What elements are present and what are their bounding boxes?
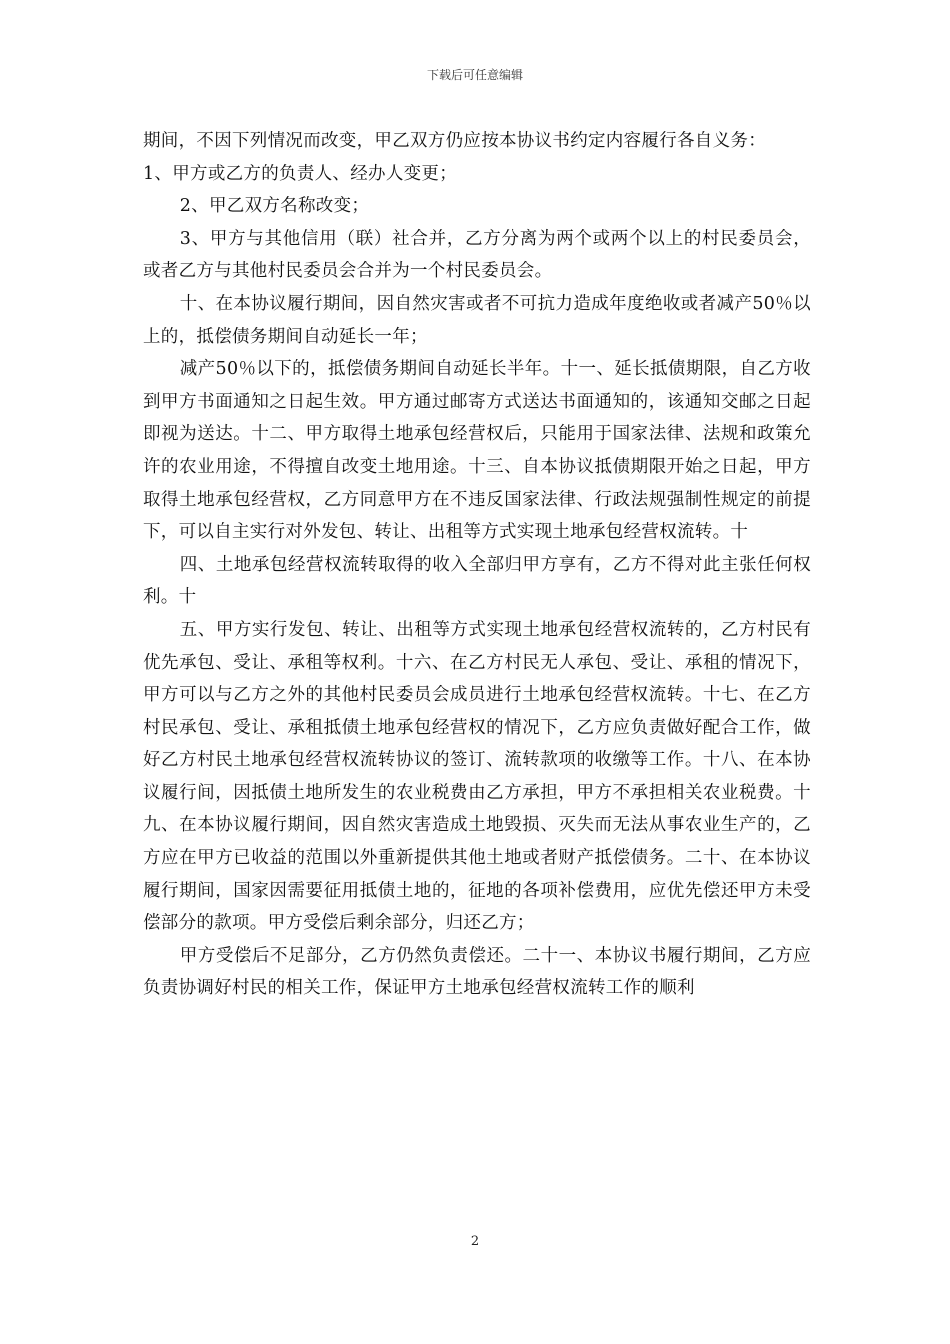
page-header-note: 下载后可任意编辑 <box>426 68 523 82</box>
page-number: 2 <box>470 1234 480 1249</box>
paragraph: 四、土地承包经营权流转取得的收入全部归甲方享有，乙方不得对此主张任何权利。十 <box>143 554 811 608</box>
paragraph: 期间，不因下列情况而改变，甲乙双方仍应按本协议书约定内容履行各自义务： <box>143 131 766 151</box>
paragraph: 甲方受偿后不足部分，乙方仍然负责偿还。二十一、本协议书履行期间，乙方应负责协调好村民的相关工作，保证甲方土地承包经营权流转工作的顺利 <box>143 945 811 999</box>
paragraph: 3、甲方与其他信用（联）社合并，乙方分离为两个或两个以上的村民委员会，或者乙方与其他村民委员会合并为一个村民委员会。 <box>143 228 811 282</box>
paragraph: 十、在本协议履行期间，因自然灾害或者不可抗力造成年度绝收或者减产50％以上的，抵偿债务期间自动延长一年； <box>143 293 811 347</box>
paragraph: 五、甲方实行发包、转让、出租等方式实现土地承包经营权流转的，乙方村民有优先承包、受让、承租等权利。十六、在乙方村民无人承包、受让、承租的情况下，甲方可以与乙方之外的其他村民委员会成员进行土地承包经营权流转。十七、在乙方村民承包、受让、承租抵债土地承包经营权的情况下，乙方应负责做好配合工作，做好乙方村民土地承包经营权流转协议的签订、流转款项的收缴等工作。十八、在本协议履行间，因抵债土地所发生的农业税费由乙方承担，甲方不承担相关农业税费。十九、在本协议履行期间，因自然灾害造成土地毁损、灭失而无法从事农业生产的，乙方应在甲方已收益的范围以外重新提供其他土地或者财产抵偿债务。二十、在本协议履行期间，国家因需要征用抵债土地的，征地的各项补偿费用，应优先偿还甲方未受偿部分的款项。甲方受偿后剩余部分，归还乙方； <box>143 619 811 934</box>
document-body <box>143 125 811 1005</box>
paragraph: 1、甲方或乙方的负责人、经办人变更； <box>143 163 458 184</box>
paragraph: 减产50％以下的，抵偿债务期间自动延长半年。十一、延长抵债期限，自乙方收到甲方书面通知之日起生效。甲方通过邮寄方式送达书面通知的，该通知交邮之日起即视为送达。十二、甲方取得土地承包经营权后，只能用于国家法律、法规和政策允许的农业用途，不得擅自改变土地用途。十三、自本协议抵债期限开始之日起，甲方取得土地承包经营权，乙方同意甲方在不违反国家法律、行政法规强制性规定的前提下，可以自主实行对外发包、转让、出租等方式实现土地承包经营权流转。十 <box>143 359 811 543</box>
paragraph: 2、甲乙双方名称改变； <box>179 196 370 217</box>
